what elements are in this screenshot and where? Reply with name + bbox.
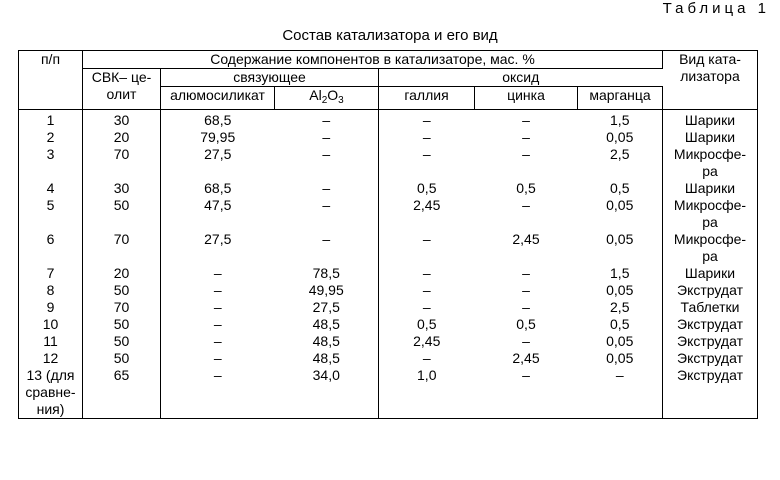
cell-aluminosilicate: 68,5 [204,112,232,128]
cell-row-number: 2 [19,129,83,146]
table-row [19,197,758,231]
cell-gallium: – [422,299,431,315]
cell-row-number: 1 [19,110,83,130]
cell-row-number: 5 [19,197,83,231]
cell-zinc: – [522,282,530,298]
cell-catalyst-kind: Экструдат [677,282,743,298]
cell-zinc: – [522,265,530,281]
table-row [19,299,758,316]
table-row [19,231,758,265]
header-manganese: марганца [578,87,663,110]
cell-row-number: 6 [19,231,83,265]
cell-row-number: 4 [19,180,83,197]
cell-manganese: 0,5 [578,316,663,333]
cell-al2o3: 78,5 [275,265,379,282]
cell-manganese: 2,5 [578,146,663,180]
cell-zeolite: 70 [83,299,161,316]
cell-zeolite: 65 [83,367,161,419]
table-row [19,282,758,299]
cell-manganese: 0,05 [578,231,663,265]
table-row [19,110,758,130]
cell-al2o3: – [275,180,379,197]
cell-manganese: 1,5 [578,110,663,130]
cell-zinc: – [522,129,530,145]
cell-gallium: 2,45 [413,197,441,213]
cell-zeolite: 50 [83,197,161,231]
cell-al2o3: – [275,110,379,130]
cell-zeolite: 50 [83,316,161,333]
cell-aluminosilicate: – [213,316,222,332]
table-row [19,146,758,180]
cell-gallium: 1,0 [417,367,437,383]
header-oxide: оксид [379,69,663,87]
cell-zeolite: 30 [83,180,161,197]
cell-al2o3: 49,95 [275,282,379,299]
cell-al2o3: 34,0 [275,367,379,419]
cell-aluminosilicate: 47,5 [204,197,232,213]
header-component-content: Содержание компонентов в катализаторе, мас. % [83,51,663,69]
header-gallium: галлия [379,87,475,110]
cell-row-number: 3 [19,146,83,180]
cell-al2o3: – [275,231,379,265]
cell-al2o3: – [275,197,379,231]
cell-row-number: 12 [19,350,83,367]
cell-zinc: – [522,146,530,162]
cell-row-number: 11 [19,333,83,350]
cell-catalyst-kind: Таблетки [680,299,740,315]
cell-gallium: 2,45 [413,333,441,349]
cell-catalyst-kind: Экструдат [677,333,743,349]
cell-gallium: – [422,282,431,298]
cell-gallium: – [422,129,431,145]
cell-row-number: 8 [19,282,83,299]
cell-catalyst-kind: Шарики [684,112,736,128]
cell-gallium: 0,5 [417,316,437,332]
cell-al2o3: 48,5 [275,350,379,367]
cell-al2o3: 48,5 [275,316,379,333]
cell-catalyst-kind: Микросфе- ра [673,146,747,179]
header-zinc: цинка [475,87,578,110]
table-caption: Состав катализатора и его вид [282,27,498,44]
cell-aluminosilicate: 68,5 [204,180,232,196]
cell-manganese: 0,05 [578,350,663,367]
cell-aluminosilicate: – [213,282,222,298]
cell-gallium: 0,5 [417,180,437,196]
cell-manganese: 0,05 [578,197,663,231]
table-number-label: Таблица 1 [662,0,770,17]
cell-zeolite: 50 [83,350,161,367]
cell-catalyst-kind: Экструдат [677,316,743,332]
cell-catalyst-kind: Шарики [684,129,736,145]
header-row-number: п/п [19,51,83,110]
cell-zeolite: 70 [83,146,161,180]
cell-zinc: – [522,112,530,128]
cell-zinc: – [522,197,530,213]
header-zeolite: СВК– це- олит [83,69,161,110]
cell-manganese: 0,05 [578,129,663,146]
table-row [19,350,758,367]
cell-zinc: – [522,367,530,383]
catalyst-composition-table [18,50,758,419]
header-al2o3: $Al_2O_3$ [275,87,379,110]
cell-aluminosilicate: – [213,367,222,383]
cell-aluminosilicate: 79,95 [200,129,236,145]
cell-gallium: – [422,231,431,247]
cell-zeolite: 30 [83,110,161,130]
cell-al2o3: – [275,129,379,146]
cell-zinc: – [522,333,530,349]
table-row [19,316,758,333]
cell-gallium: – [422,265,431,281]
header-catalyst-kind: Вид ката- лизатора [663,51,758,110]
cell-row-number: 7 [19,265,83,282]
cell-zeolite: 70 [83,231,161,265]
cell-aluminosilicate: – [213,265,222,281]
table-row [19,367,758,419]
cell-zinc: 0,5 [516,180,536,196]
table-row [19,333,758,350]
cell-al2o3: 27,5 [275,299,379,316]
cell-zeolite: 50 [83,333,161,350]
cell-catalyst-kind: Шарики [684,265,736,281]
cell-catalyst-kind: Микросфе- ра [673,197,747,230]
table-row [19,265,758,282]
cell-al2o3: 48,5 [275,333,379,350]
cell-catalyst-kind: Экструдат [677,350,743,366]
cell-row-number: 9 [19,299,83,316]
cell-zinc: 2,45 [512,231,540,247]
cell-zeolite: 20 [83,265,161,282]
cell-zinc: – [522,299,530,315]
cell-catalyst-kind: Шарики [684,180,736,196]
cell-gallium: – [422,146,431,162]
cell-aluminosilicate: 27,5 [204,146,232,162]
cell-zinc: 0,5 [516,316,536,332]
cell-catalyst-kind: Микросфе- ра [673,231,747,264]
cell-catalyst-kind: Экструдат [677,367,743,383]
cell-gallium: – [422,350,431,366]
table-row [19,129,758,146]
cell-zeolite: 50 [83,282,161,299]
cell-aluminosilicate: – [213,350,222,366]
cell-manganese: – [578,367,663,419]
cell-row-number: 10 [19,316,83,333]
cell-manganese: 0,05 [578,282,663,299]
cell-zinc: 2,45 [512,350,540,366]
cell-aluminosilicate: – [213,333,222,349]
cell-gallium: – [422,112,431,128]
cell-manganese: 0,5 [578,180,663,197]
cell-row-number: 13 (для сравне- ния) [19,367,83,419]
cell-manganese: 0,05 [578,333,663,350]
table-row [19,180,758,197]
header-binder: связующее [161,69,379,87]
cell-al2o3: – [275,146,379,180]
header-aluminosilicate: алюмосиликат [161,87,275,110]
cell-zeolite: 20 [83,129,161,146]
cell-aluminosilicate: – [213,299,222,315]
cell-manganese: 1,5 [578,265,663,282]
cell-aluminosilicate: 27,5 [204,231,232,247]
cell-manganese: 2,5 [578,299,663,316]
